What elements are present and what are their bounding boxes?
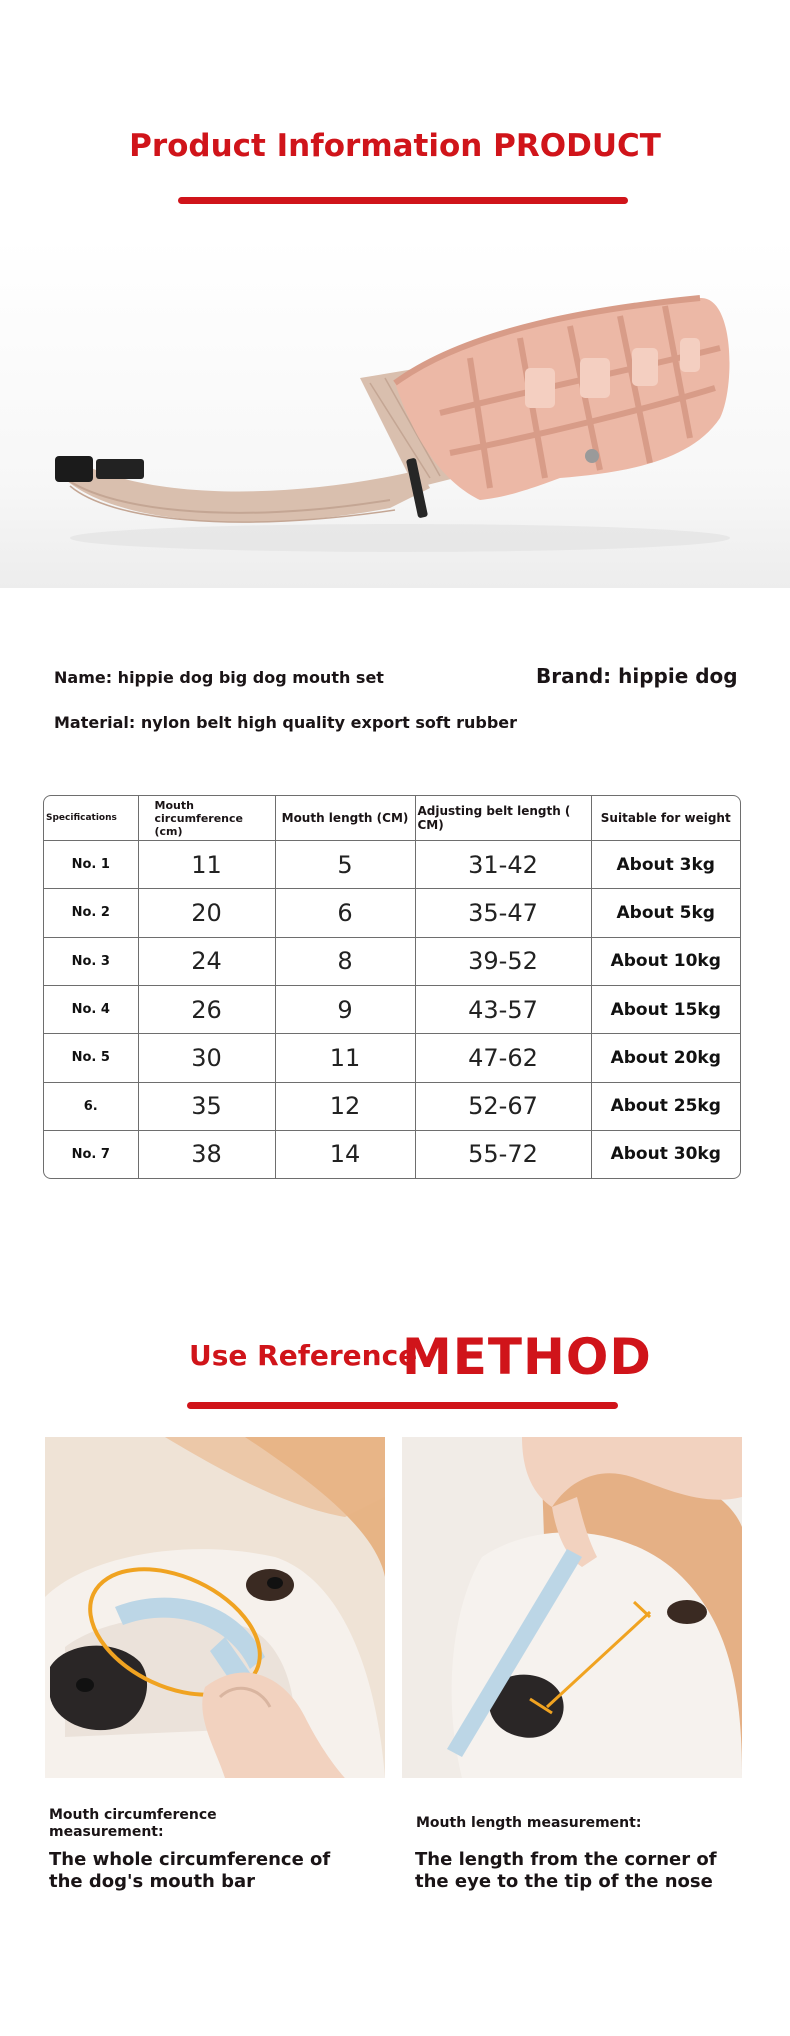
cell-spec: No. 5	[44, 1034, 138, 1082]
cell-weight: About 20kg	[591, 1034, 740, 1082]
muzzle-product-image	[0, 238, 790, 588]
product-info-title: Product Information PRODUCT	[129, 128, 661, 164]
header-specifications: Specifications	[44, 796, 138, 841]
title-underline	[178, 197, 628, 204]
cell-spec: No. 2	[44, 889, 138, 937]
method-underline	[187, 1402, 618, 1409]
table-row	[44, 985, 740, 1033]
cell-weight: About 3kg	[591, 841, 740, 889]
cell-spec: No. 4	[44, 985, 138, 1033]
product-name: Name: hippie dog big dog mouth set	[54, 668, 384, 687]
cell-belt: 39-52	[415, 937, 591, 985]
table-row	[44, 1034, 740, 1082]
table-row	[44, 889, 740, 937]
cell-weight: About 15kg	[591, 985, 740, 1033]
cell-spec: No. 7	[44, 1130, 138, 1178]
table-row	[44, 937, 740, 985]
cell-belt: 35-47	[415, 889, 591, 937]
cell-circumference: 24	[138, 937, 275, 985]
cell-length: 11	[275, 1034, 415, 1082]
cell-weight: About 25kg	[591, 1082, 740, 1130]
header-mouth-length: Mouth length (CM)	[275, 796, 415, 841]
method-title-big: METHOD	[402, 1328, 652, 1386]
mouth-length-photo	[402, 1437, 742, 1778]
table-row	[44, 1082, 740, 1130]
cell-weight: About 30kg	[591, 1130, 740, 1178]
mouth-length-description: The length from the corner of the eye to the tip of the nose	[415, 1849, 717, 1892]
mouth-circumference-photo	[45, 1437, 385, 1778]
table-row	[44, 841, 740, 889]
mouth-length-label: Mouth length measurement:	[416, 1815, 642, 1831]
cell-length: 6	[275, 889, 415, 937]
cell-spec: 6.	[44, 1082, 138, 1130]
size-spec-table	[43, 795, 741, 1179]
mouth-circumference-description: The whole circumference of the dog's mouth bar	[49, 1849, 331, 1892]
cell-length: 9	[275, 985, 415, 1033]
cell-circumference: 20	[138, 889, 275, 937]
table-header-row	[44, 796, 740, 841]
header-belt-length: Adjusting belt length ( CM)	[415, 796, 591, 841]
cell-spec: No. 1	[44, 841, 138, 889]
product-material: Material: nylon belt high quality export soft rubber	[54, 713, 518, 732]
cell-circumference: 30	[138, 1034, 275, 1082]
cell-length: 8	[275, 937, 415, 985]
cell-belt: 43-57	[415, 985, 591, 1033]
cell-length: 14	[275, 1130, 415, 1178]
mouth-circumference-label: Mouth circumference measurement:	[49, 1807, 217, 1840]
product-brand: Brand: hippie dog	[536, 664, 738, 688]
cell-circumference: 26	[138, 985, 275, 1033]
header-mouth-circumference: Mouth circumference (cm)	[138, 796, 275, 841]
cell-weight: About 10kg	[591, 937, 740, 985]
cell-length: 12	[275, 1082, 415, 1130]
cell-circumference: 11	[138, 841, 275, 889]
cell-belt: 55-72	[415, 1130, 591, 1178]
cell-belt: 52-67	[415, 1082, 591, 1130]
cell-circumference: 38	[138, 1130, 275, 1178]
cell-belt: 31-42	[415, 841, 591, 889]
table-row	[44, 1130, 740, 1178]
cell-belt: 47-62	[415, 1034, 591, 1082]
cell-spec: No. 3	[44, 937, 138, 985]
header-weight: Suitable for weight	[591, 796, 740, 841]
cell-circumference: 35	[138, 1082, 275, 1130]
method-title-small: Use Reference	[189, 1339, 418, 1372]
cell-weight: About 5kg	[591, 889, 740, 937]
cell-length: 5	[275, 841, 415, 889]
